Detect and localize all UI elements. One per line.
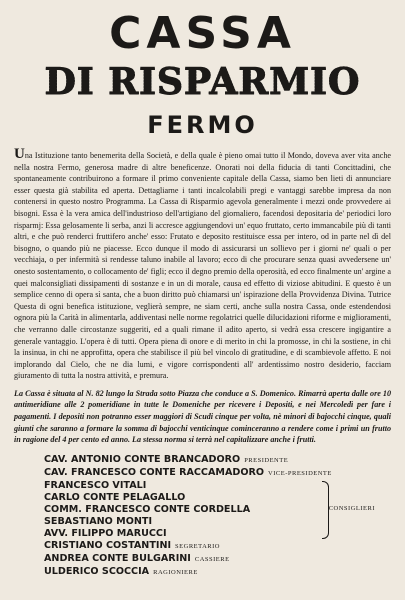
member-row — [14, 492, 391, 504]
member-row — [14, 480, 391, 492]
member-row — [14, 516, 391, 528]
title-cassa: CASSA — [109, 8, 296, 59]
member-name: COMM. FRANCESCO CONTE CORDELLA — [44, 503, 251, 515]
member-row — [14, 528, 391, 540]
main-paragraph-text: na Istituzione tanto benemerita della Società, e della quale è pieno omai tutto il Mondo, doveva aver vita anche nella nostra Fermo, generosa madre di altre beneficenze. Onorati noi della fiducia di tanti Concittadini, che spontaneamente contribuirono a formare il primo conveniente capitale della Cassa, siamo ben lieti di annunciare esser questa già stabilita ed aperta. Dettagliarne i tanti incalcolabili pregi e vantaggi sarebbe impresa da non contenersi in questo nostro Programma. La Cassa di Risparmio agevola generalmente i mezzi onde provvedere ai bisogni. Essa è la vera amica dell'industrioso dell'artigiano del giornaliero, facendosi depositaria de' periodici loro risparmj: Essa gelosamente li serba, anzi li accresce aggiungendovi un' equo fruttato, certo immancabile più di tanti altri, e che può renderci fruttifero anche' esso: Frutato e deposito restituisce essa per intero, od in parte nel dì del bisogno, o quando più ne piacesse. Ecco dunque il modo di assicurarsi un sollievo per i giorni ne' quali o per vecchiaja, o per infermità si rendesse taluno inabile al lavoro; ecco di che procurare senza quasi avvedersene un' onesto sostentamento, o collocamento de' figli; ecco il degno premio della operosità, ed ecco finalmente un' argine a quei malconsigliati dissipamenti di sostanze e in un di morale, causa ed effetto di viziose abitudini. E questo è un semplice cenno di opera sì santa, che a buon diritto può chiamarsi un' ispirazione della Provvidenza Divina. Tutrice Questa di ogni benefica istituzione, veglierà sempre, ne siam certi, anche sulla nostra Cassa, onde estendendosi ognora più la Carità in alimentarla, addiventasi nelle norme regolatrici quelle dilucidazioni riforme e miglioramenti, che verranno dalle circostanze suggeriti, ed a quali rimane il adito aperto, si vedrà essa crescere ingigantire a generale vantaggio. L'opera è di tutti. Opera piena di onore e di merito in chi la promosse, in chi la sostiene, in chi la insinua, in chi ne approfitta, opera che stabilisce il più bel vincolo di gratitudine, e di scambievole affetto. E noi implorando dal Cielo, che ne dia lumi, e vigore corrispondenti all' ardentissimo nostro desiderio, facciam giuramento di tutta la nostra attività, e premura. — [14, 151, 391, 381]
member-role: SEGRETARIO — [175, 542, 220, 550]
member-row — [14, 540, 391, 553]
title-fermo: FERMO — [147, 111, 258, 139]
member-name: CAV. ANTONIO CONTE BRANCADORO — [44, 453, 241, 465]
member-row — [14, 566, 391, 579]
member-name: FRANCESCO VITALI — [44, 479, 147, 491]
member-name: ULDERICO SCOCCIA — [44, 565, 150, 577]
member-role: RAGIONIERE — [153, 568, 198, 576]
member-name: CAV. FRANCESCO CONTE RACCAMADORO — [44, 466, 265, 478]
title-di-risparmio-text: DI RISPARMIO — [44, 61, 361, 103]
title-di-risparmio — [14, 60, 391, 104]
member-row — [14, 454, 391, 467]
member-name: SEBASTIANO MONTI — [44, 515, 153, 527]
member-role: CASSIERE — [194, 555, 230, 563]
member-name: ANDREA CONTE BULGARINI — [44, 552, 191, 564]
dropcap: U — [14, 146, 25, 162]
consiglieri-label: CONSIGLIERI — [328, 504, 375, 512]
member-row — [14, 467, 391, 480]
main-paragraph — [14, 146, 391, 382]
members-list — [14, 454, 391, 579]
member-name: CRISTIANO COSTANTINI — [44, 539, 172, 551]
member-name: CARLO CONTE PELAGALLO — [44, 491, 186, 503]
opening-notice: La Cassa è situata al N. 82 lungo la Strada sotto Piazza che conduce a S. Domenico. Rimarrà aperta dalle ore 10 antimeridiane alle 2 pomeridiane in tutte le Domeniche per ricevere i Depositi, e nei Mercoledì per fare i pagamenti. I depositi non potranno esser maggiori di Scudi cinque per volta, nè minori di bajocchi cinque, quali giunti che saranno a formare la somma di bajocchi venticinque cominceranno a rendere come i primi un frutto in ragione del 4 per cento ed anno. La stessa norma si terrà nel capitalizzare anche i frutti. — [14, 388, 391, 445]
member-row — [14, 553, 391, 566]
member-name: AVV. FILIPPO MARUCCI — [44, 527, 167, 539]
member-role: PRESIDENTE — [244, 456, 289, 464]
member-role: VICE-PRESIDENTE — [268, 469, 332, 477]
